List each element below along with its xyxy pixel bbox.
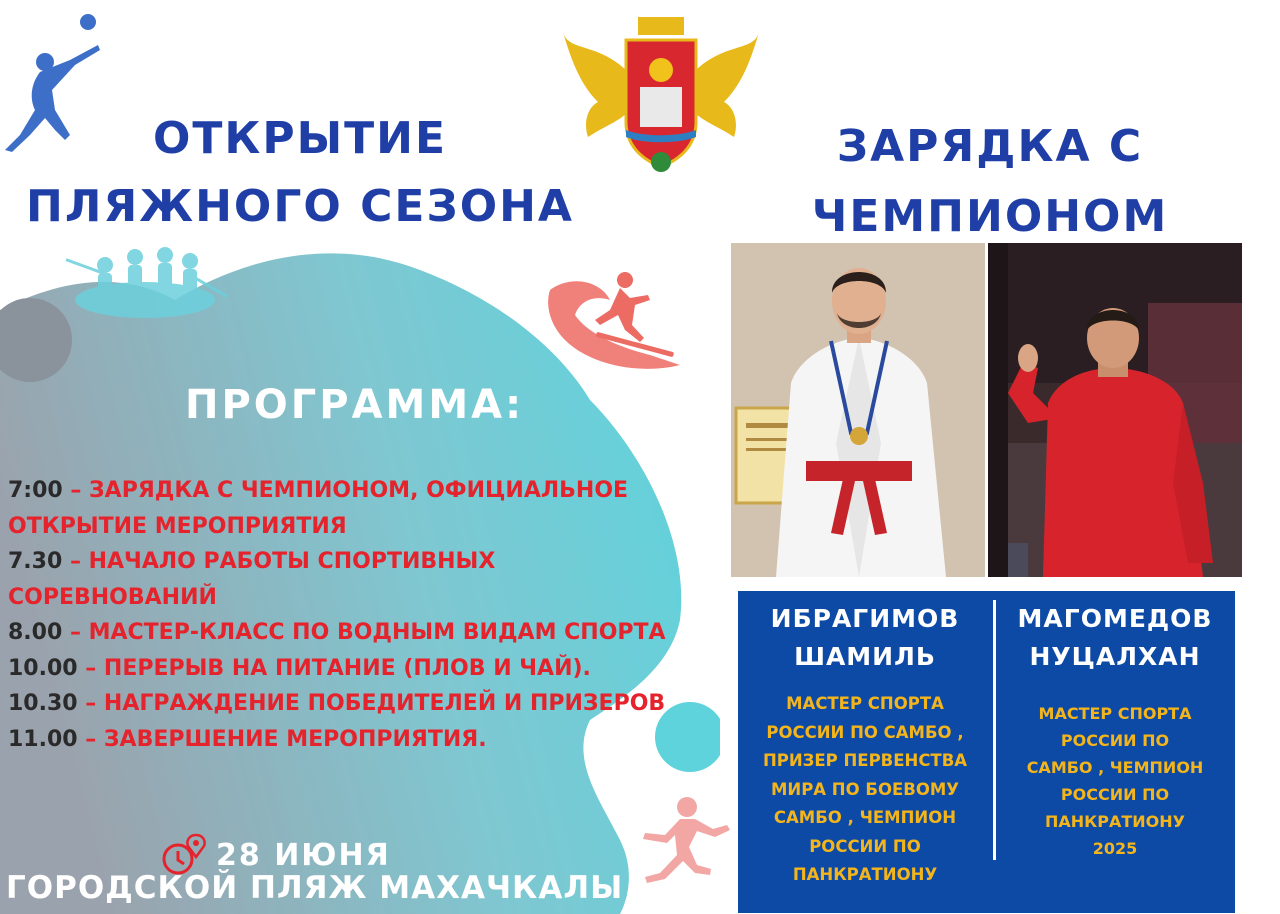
program-time: 10.30 <box>8 691 78 716</box>
desc-line: РОССИИ ПО <box>1060 785 1170 804</box>
desc-line: САМБО , ЧЕМПИОН <box>1026 758 1204 777</box>
champion-2-firstname: НУЦАЛХАН <box>1029 642 1201 671</box>
desc-line: ПАНКРАТИОНУ <box>1045 812 1185 831</box>
program-heading: ПРОГРАММА: <box>185 382 525 428</box>
champion-name-2 <box>1000 600 1230 676</box>
desc-line: МАСТЕР СПОРТА <box>1038 704 1192 723</box>
desc-line: РОССИИ ПО САМБО , <box>766 722 964 742</box>
program-item <box>8 651 668 687</box>
event-title-line-1: ОТКРЫТИЕ <box>152 113 448 164</box>
surfer-icon <box>540 270 690 385</box>
program-text: – НАЧАЛО РАБОТЫ СПОРТИВНЫХ СОРЕВНОВАНИЙ <box>8 549 496 610</box>
program-item <box>8 722 668 758</box>
running-kid-icon <box>625 795 740 890</box>
program-time: 7.30 <box>8 549 63 574</box>
desc-line: ПРИЗЕР ПЕРВЕНСТВА <box>762 751 968 770</box>
desc-line: 2025 <box>1092 839 1138 858</box>
champion-title-line-2: ЧЕМПИОНОМ <box>811 191 1169 242</box>
desc-line: РОССИИ ПО <box>1060 731 1170 750</box>
champion-title <box>770 112 1210 252</box>
program-item <box>8 544 668 615</box>
champion-name-1 <box>745 600 985 676</box>
program-item <box>8 686 668 722</box>
champion-description-1 <box>750 690 980 890</box>
champion-title-line-1: ЗАРЯДКА С <box>836 121 1144 172</box>
champion-2-surname: МАГОМЕДОВ <box>1017 604 1213 633</box>
program-time: 7:00 <box>8 478 63 503</box>
desc-line: РОССИИ ПО <box>809 836 921 856</box>
program-text: – ПЕРЕРЫВ НА ПИТАНИЕ (ПЛОВ И ЧАЙ). <box>77 655 591 681</box>
rafting-boat-icon <box>60 235 230 325</box>
program-item <box>8 615 668 651</box>
desc-line: МИРА ПО БОЕВОМУ <box>770 779 960 799</box>
event-venue: ГОРОДСКОЙ ПЛЯЖ МАХАЧКАЛЫ <box>6 870 624 906</box>
desc-line: МАСТЕР СПОРТА <box>786 694 944 713</box>
champion-photo-2 <box>988 243 1242 577</box>
champion-1-surname: ИБРАГИМОВ <box>770 604 960 633</box>
program-text: – МАСТЕР-КЛАСС ПО ВОДНЫМ ВИДАМ СПОРТА <box>62 620 666 645</box>
program-text: – НАГРАЖДЕНИЕ ПОБЕДИТЕЛЕЙ И ПРИЗЕРОВ <box>77 691 666 716</box>
program-item <box>8 473 668 544</box>
desc-line: САМБО , ЧЕМПИОН <box>773 808 957 827</box>
program-text: – ЗАРЯДКА С ЧЕМПИОНОМ, ОФИЦИАЛЬНОЕ ОТКРЫТИЕ МЕРОПРИЯТИЯ <box>8 478 629 539</box>
champion-1-firstname: ШАМИЛЬ <box>794 642 936 671</box>
event-title-line-2: ПЛЯЖНОГО СЕЗОНА <box>26 181 574 232</box>
program-time: 8.00 <box>8 620 63 645</box>
event-title <box>0 105 600 241</box>
panel-divider <box>993 600 996 860</box>
program-time: 11.00 <box>8 726 78 752</box>
program-time: 10.00 <box>8 655 78 681</box>
champion-description-2 <box>1005 700 1225 862</box>
desc-line: ПАНКРАТИОНУ <box>792 865 938 884</box>
event-date-text: 28 ИЮНЯ <box>216 837 391 873</box>
program-list <box>8 473 668 757</box>
program-text: – ЗАВЕРШЕНИЕ МЕРОПРИЯТИЯ. <box>77 726 487 752</box>
champion-photo-1 <box>731 243 985 577</box>
